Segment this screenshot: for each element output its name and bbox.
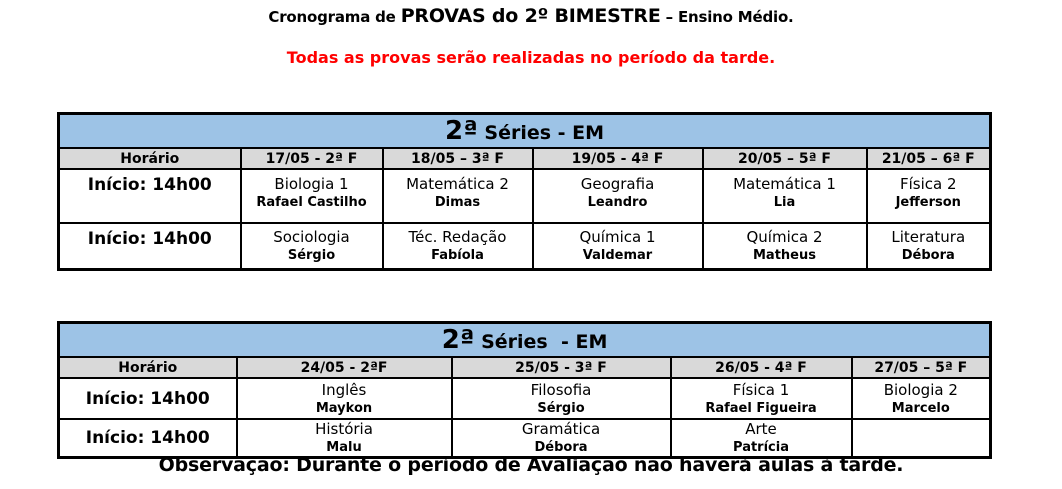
exam-cell [671,419,852,458]
subject-label: Sociologia [273,227,350,246]
exam-table-week2 [57,321,992,459]
table-row [59,419,991,458]
exam-cell [237,378,452,419]
table-title-row [59,323,991,358]
table-title [59,114,991,149]
subject-label: Filosofia [530,380,592,399]
subject-label: Arte [745,420,777,438]
teacher-label: Rafael Castilho [256,195,367,210]
teacher-label: Dimas [434,195,481,210]
teacher-label: Maykon [315,400,373,416]
document-title [0,5,1062,27]
subject-label: Física 1 [732,380,790,399]
subject-label: Literatura [891,227,966,246]
exam-cell [533,169,703,223]
column-header-day4: 20/05 – 5ª F [703,148,867,169]
teacher-label: Lia [773,195,796,210]
observation-note: Observação: Durante o período de Avaliação não haverá aulas à tarde. [158,454,904,476]
time-cell: Início: 14h00 [59,169,241,223]
teacher-label: Débora [534,440,588,455]
column-header-day1: 24/05 - 2ªF [237,357,452,378]
teacher-label: Débora [901,247,955,263]
table-row [59,378,991,419]
subject-label: Biologia 1 [274,175,349,193]
table-row [59,223,991,269]
teacher-label: Marcelo [891,400,950,416]
exam-cell [383,169,533,223]
teacher-label: Matheus [753,247,816,263]
teacher-label: Sérgio [537,400,585,416]
exam-cell [383,223,533,269]
subject-label: Matemática 1 [733,175,836,193]
table-row [59,169,991,223]
subject-label: História [315,420,373,438]
exam-cell [452,419,671,458]
column-header-horario: Horário [59,357,237,378]
teacher-label: Leandro [587,195,648,210]
exam-cell [237,419,452,458]
title-prefix: Cronograma de [268,8,401,26]
exam-cell [241,169,383,223]
teacher-label: Fabíola [431,247,484,263]
subject-label: Química 2 [746,227,823,246]
column-header-day2: 25/05 - 3ª F [452,357,671,378]
time-cell: Início: 14h00 [59,378,237,419]
teacher-label: Rafael Figueira [705,400,817,416]
column-header-day5: 21/05 – 6ª F [867,148,991,169]
title-suffix: – Ensino Médio. [660,8,794,26]
teacher-label: Valdemar [582,247,653,263]
subject-label: Física 2 [900,175,957,193]
column-header-day3: 19/05 - 4ª F [533,148,703,169]
exam-cell [533,223,703,269]
title-emphasis: PROVAS do 2º BIMESTRE [400,5,661,27]
column-header-day2: 18/05 – 3ª F [383,148,533,169]
subject-label: Inglês [321,380,367,399]
exam-cell [852,378,991,419]
exam-cell [867,169,991,223]
exam-cell [703,169,867,223]
series-number: 2ª [445,116,478,146]
subject-label: Matemática 2 [406,175,509,193]
series-label: Séries - EM [474,331,608,353]
subject-label: Química 1 [579,227,656,246]
subject-label: Téc. Redação [408,227,507,246]
time-cell: Início: 14h00 [59,223,241,269]
exam-cell [452,378,671,419]
subject-label: Biologia 2 [883,380,958,399]
table-title-row [59,114,991,149]
column-header-row [59,148,991,169]
exam-cell [703,223,867,269]
notice-subtitle: Todas as provas serão realizadas no período da tarde. [286,48,776,67]
teacher-label: Sérgio [287,247,336,263]
exam-cell [241,223,383,269]
empty-exam-cell [852,419,991,458]
exam-cell [867,223,991,269]
subject-label: Geografia [580,175,655,193]
exam-cell [671,378,852,419]
column-header-day1: 17/05 - 2ª F [241,148,383,169]
column-header-day3: 26/05 - 4ª F [671,357,852,378]
table-title [59,323,991,358]
teacher-label: Malu [326,440,362,455]
column-header-day4: 27/05 – 5ª F [852,357,991,378]
teacher-label: Jefferson [895,195,961,210]
column-header-row [59,357,991,378]
series-label: Séries - EM [477,122,605,144]
subject-label: Gramática [521,420,601,438]
exam-table-week1 [57,112,992,271]
series-number: 2ª [441,325,475,355]
time-cell: Início: 14h00 [59,419,237,458]
teacher-label: Patrícia [733,440,789,455]
column-header-horario: Horário [59,148,241,169]
